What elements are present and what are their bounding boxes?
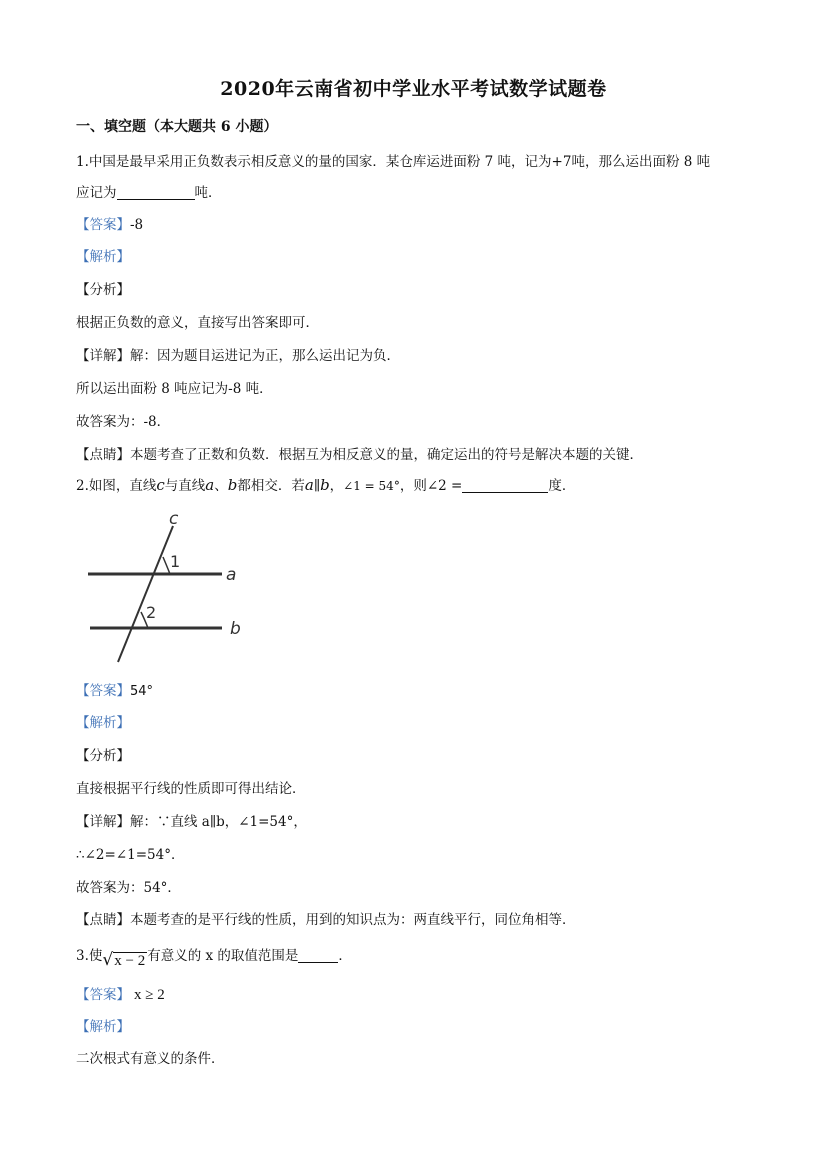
detail-tag: 【详解】 (76, 814, 130, 830)
q2-stem-mid1: 与直线 (164, 478, 206, 494)
line-c (118, 526, 173, 662)
q3-answer (76, 983, 165, 1004)
answer-tag: 【答案】 (76, 217, 130, 233)
detail-tag: 【详解】 (76, 348, 130, 364)
var-b: b (227, 476, 238, 494)
sqrt-symbol-icon: √ (102, 950, 114, 970)
var-c: c (156, 476, 165, 494)
q1-stem-line1: 1.中国是最早采用正负数表示相反意义的量的国家．某仓库运进面粉 7 吨，记为+7吨，那么运出面粉 8 吨 (76, 154, 711, 170)
q3-answer-blank (298, 948, 338, 963)
q3-stem-end: ． (338, 948, 352, 964)
answer-value: -8 (130, 217, 144, 233)
var-a2: a (304, 476, 314, 494)
fig-label-2: 2 (146, 603, 157, 622)
parallel-symbol: ∥ (313, 478, 321, 494)
q3-analysis-tag: 【解析】 (76, 1019, 130, 1035)
angle2-expr: ∠2 = (426, 478, 463, 494)
q2-stem-mid2: 都相交．若 (237, 478, 305, 494)
q1-analysis-tag: 【解析】 (76, 249, 130, 265)
var-b2: b (320, 476, 330, 494)
detail-text: 解：因为题目运进记为正，那么运出记为负． (130, 348, 400, 364)
q1-fenxi-tag: 【分析】 (76, 282, 130, 298)
answer-tag: 【答案】 (76, 987, 130, 1003)
q1-answer-blank (117, 185, 195, 200)
answer-value: 54° (130, 684, 154, 699)
fig-label-b: b (230, 619, 241, 639)
q1-answer (76, 213, 143, 233)
q3-last-line: 二次根式有意义的条件． (76, 1051, 225, 1067)
q2-analysis-tag: 【解析】 (76, 715, 130, 731)
var-a: a (205, 476, 215, 494)
q3-stem (76, 944, 352, 970)
q2-stem-pre: 2.如图，直线 (76, 478, 157, 494)
fig-label-a: a (226, 565, 237, 585)
dianjing-text: 本题考查了正数和负数．根据互为相反意义的量，确定运出的符号是解决本题的关键． (130, 447, 643, 463)
q1-detail-line2: 所以运出面粉 8 吨应记为-8 吨． (76, 381, 273, 397)
dianjing-tag: 【点睛】 (76, 447, 130, 463)
q2-answer-blank (462, 478, 548, 493)
q2-stem-sep: 、 (214, 478, 228, 494)
q2-comma1: ， (329, 478, 344, 494)
q2-dianjing (76, 908, 576, 928)
q2-detail (76, 810, 307, 830)
q2-detail-line3: 故答案为：54°． (76, 880, 181, 896)
section-heading: 一、填空题（本大题共 6 小题） (76, 119, 278, 135)
fig-label-c: c (169, 509, 179, 529)
answer-tag: 【答案】 (76, 683, 130, 699)
angle1-arc (163, 557, 170, 574)
q1-detail (76, 344, 400, 364)
q3-stem-pre: 3.使 (76, 948, 103, 964)
q1-dianjing (76, 443, 643, 463)
q1-stem-pre: 应记为 (76, 185, 117, 201)
q2-answer (76, 679, 153, 699)
q3-stem-post: 有意义的 x 的取值范围是 (147, 948, 299, 964)
sqrt-expression (102, 950, 147, 970)
q2-detail-line2: ∴∠2=∠1=54°． (76, 847, 185, 863)
q2-fenxi-text: 直接根据平行线的性质即可得出结论． (76, 781, 306, 797)
parallel-lines-figure (84, 508, 264, 668)
answer-value: x ≥ 2 (134, 987, 165, 1003)
q1-stem-post: 吨． (194, 185, 222, 201)
q2-stem-post: 度． (548, 478, 576, 494)
detail-text: 解：∵直线 a∥b，∠1=54°， (130, 814, 307, 830)
dianjing-text: 本题考查的是平行线的性质，用到的知识点为：两直线平行，同位角相等． (130, 912, 576, 928)
q1-stem-line2 (76, 181, 222, 201)
radicand: x − 2 (114, 953, 146, 969)
q2-fenxi-tag: 【分析】 (76, 748, 130, 764)
page-title: 2020年云南省初中学业水平考试数学试题卷 (220, 78, 607, 100)
q2-stem (76, 474, 575, 494)
angle1-given: ∠1 = 54° (343, 479, 400, 493)
fig-label-1: 1 (170, 552, 181, 571)
dianjing-tag: 【点睛】 (76, 912, 130, 928)
q1-detail-line3: 故答案为：-8． (76, 414, 171, 430)
q1-fenxi-text: 根据正负数的意义，直接写出答案即可． (76, 315, 319, 331)
q2-comma2: ，则 (399, 478, 427, 494)
